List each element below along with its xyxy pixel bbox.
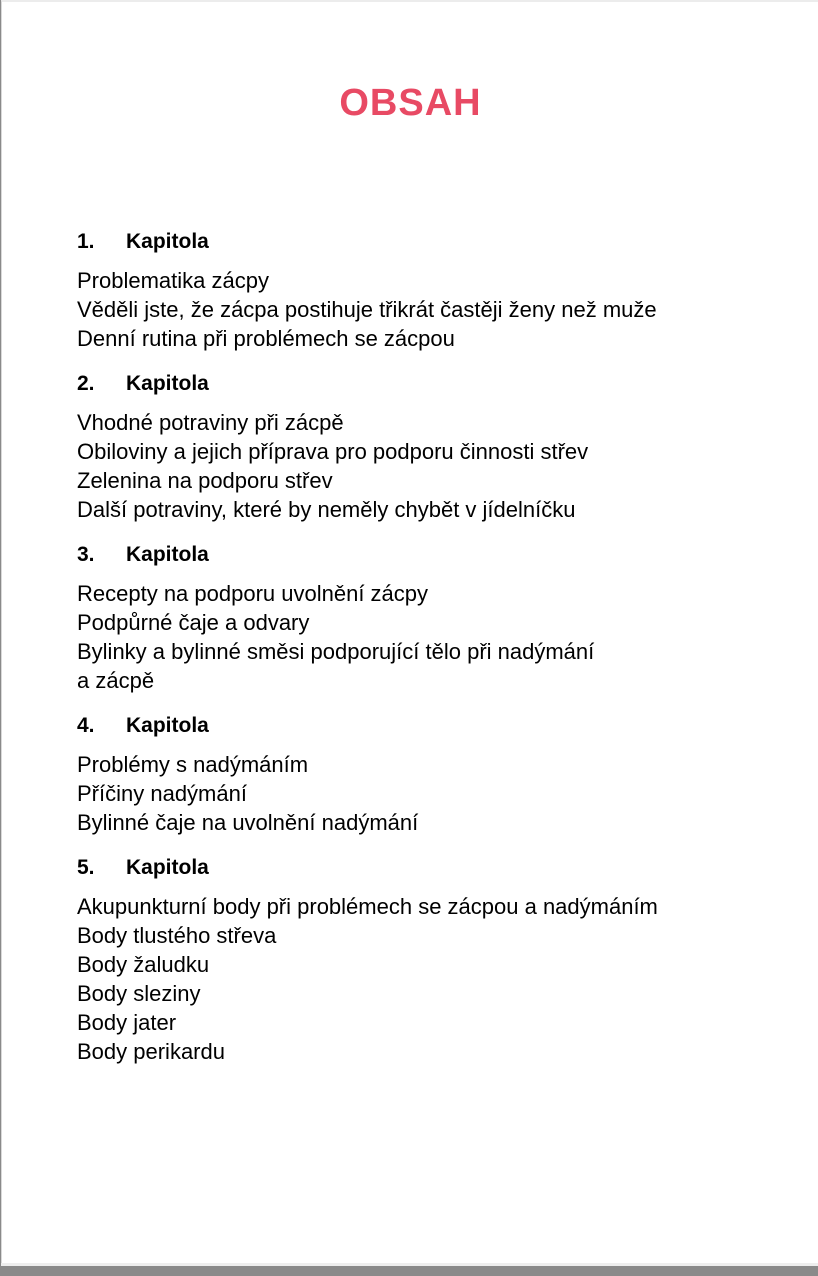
chapter-1 [77,228,797,353]
toc-item: Podpůrné čaje a odvary [77,610,310,635]
chapter-label: Kapitola [126,856,209,879]
toc-item: Další potraviny, které by neměly chybět v jídelníčku [77,497,576,522]
chapter-5 [77,854,797,1066]
table-of-contents [77,228,797,1083]
chapter-heading [77,228,797,256]
chapter-label: Kapitola [126,372,209,395]
toc-item: Body žaludku [77,952,210,977]
chapter-heading [77,541,797,569]
toc-item: Body perikardu [77,1039,225,1064]
chapter-items [77,892,797,1066]
chapter-label: Kapitola [126,543,209,566]
toc-item: a zácpě [77,668,155,693]
document-page [1,0,818,1265]
toc-item: Body tlustého střeva [77,923,277,948]
chapter-number: 2. [77,372,95,395]
toc-item: Příčiny nadýmání [77,781,247,806]
chapter-heading [77,370,797,398]
chapter-number: 1. [77,230,95,253]
toc-item: Věděli jste, že zácpa postihuje třikrát častěji ženy než muže [77,297,657,322]
chapter-heading [77,854,797,882]
chapter-items [77,579,797,695]
toc-item: Body jater [77,1010,177,1035]
chapter-2 [77,370,797,524]
toc-item: Body sleziny [77,981,201,1006]
chapter-number: 3. [77,543,95,566]
page-title: OBSAH [339,82,482,124]
chapter-items [77,408,797,524]
toc-item: Zelenina na podporu střev [77,468,333,493]
chapter-items [77,750,797,837]
toc-item: Akupunkturní body při problémech se zácpou a nadýmáním [77,894,658,919]
chapter-label: Kapitola [126,714,209,737]
chapter-3 [77,541,797,695]
toc-item: Bylinné čaje na uvolnění nadýmání [77,810,419,835]
toc-item: Problematika zácpy [77,268,269,293]
chapter-label: Kapitola [126,230,209,253]
toc-item: Denní rutina při problémech se zácpou [77,326,455,351]
toc-item: Obiloviny a jejich příprava pro podporu činnosti střev [77,439,589,464]
chapter-number: 4. [77,714,95,737]
toc-item: Recepty na podporu uvolnění zácpy [77,581,429,606]
chapter-heading [77,712,797,740]
chapter-number: 5. [77,856,95,879]
toc-item: Bylinky a bylinné směsi podporující tělo při nadýmání [77,639,595,664]
chapter-items [77,266,797,353]
page-bottom-edge [1,1263,818,1266]
toc-item: Vhodné potraviny při zácpě [77,410,344,435]
chapter-4 [77,712,797,837]
toc-item: Problémy s nadýmáním [77,752,309,777]
